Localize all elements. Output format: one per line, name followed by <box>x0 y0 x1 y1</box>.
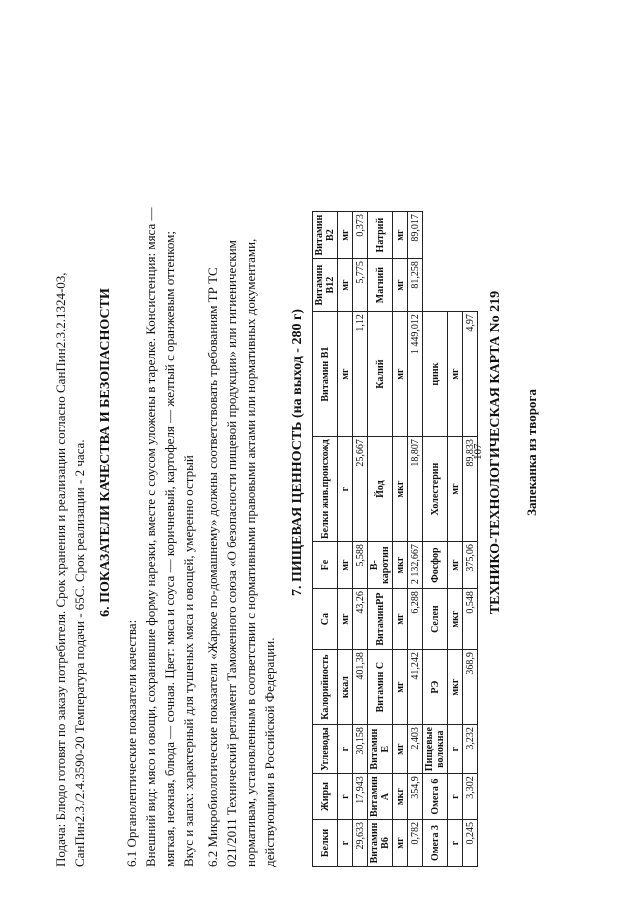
block2-header-row <box>368 212 393 867</box>
value-cell: 81,258 <box>408 259 423 312</box>
unit-cell: мкг <box>393 542 408 589</box>
header-cell: Калорийность <box>313 650 338 725</box>
micro-line-1: 6.2 Микробиологические показатели «Жаркое по-домашнему» должны соответствовать требованиям ТР ТС <box>205 267 220 867</box>
value-cell: 89,017 <box>408 212 423 259</box>
unit-cell: мкг <box>393 774 408 820</box>
value-cell: 1 449,012 <box>408 312 423 437</box>
header-cell: Углеводы <box>313 725 338 774</box>
unit-cell: г <box>448 725 463 774</box>
header-cell: Белки <box>313 820 338 867</box>
header-cell: Витамин С <box>368 650 393 725</box>
organo-title: 6.1 Органолептические показатели качества: <box>124 619 139 867</box>
value-cell: 1,12 <box>353 312 368 437</box>
value-cell: 17,943 <box>353 774 368 820</box>
section7-title: 7. ПИЩЕВАЯ ЦЕННОСТЬ (на выход - 280 г) <box>290 309 305 596</box>
value-cell: 43,26 <box>353 589 368 650</box>
value-cell: 3,302 <box>463 774 478 820</box>
header-cell: Холестерин <box>423 437 448 542</box>
header-cell: ВитаминРР <box>368 589 393 650</box>
header-cell: Витамин В6 <box>368 820 393 867</box>
unit-cell: мг <box>393 650 408 725</box>
value-cell: 2 132,667 <box>408 542 423 589</box>
header-cell: Калий <box>368 312 393 437</box>
header-cell: Омега 3 <box>423 820 448 867</box>
unit-cell: мг <box>393 212 408 259</box>
value-cell: 6,288 <box>408 589 423 650</box>
header-cell: Витамин А <box>368 774 393 820</box>
header-cell: РЭ <box>423 650 448 725</box>
value-cell: 401,38 <box>353 650 368 725</box>
value-cell: 5,775 <box>353 259 368 312</box>
block1-value-row <box>353 212 368 867</box>
unit-cell: мг <box>448 542 463 589</box>
unit-cell: мг <box>393 312 408 437</box>
unit-cell: мг <box>338 589 353 650</box>
unit-cell: мг <box>448 437 463 542</box>
serving-line-2: СанПин2.3./2.4.3590-20 Температура подачи - 65С. Срок реализации - 2 часа. <box>72 439 87 867</box>
taste-line: Вкус и запах: характерный для тушеных мяса и овощей, умеренно острый <box>181 455 196 867</box>
header-cell: Жиры <box>313 774 338 820</box>
header-cell: цинк <box>423 312 448 437</box>
unit-cell: мг <box>338 312 353 437</box>
unit-cell: г <box>448 820 463 867</box>
block1-unit-row <box>338 212 353 867</box>
block3-header-row <box>423 212 448 867</box>
value-cell: 354,9 <box>408 774 423 820</box>
value-cell: 5,588 <box>353 542 368 589</box>
next-card-subtitle: Запеканка из творога <box>524 389 539 516</box>
micro-line-3: нормативам, установленным в соответствии с нормативными правовыми актами или нормативных документами, <box>243 238 258 867</box>
header-cell: Ca <box>313 589 338 650</box>
header-cell: Белки жив.происхожд <box>313 437 338 542</box>
header-cell: Магний <box>368 259 393 312</box>
block2-unit-row <box>393 212 408 867</box>
unit-cell: г <box>448 774 463 820</box>
unit-cell: мг <box>393 259 408 312</box>
unit-cell: г <box>338 725 353 774</box>
micro-line-2: 021/2011 Технический регламент Таможенного союза «О безопасности пищевой продукции» или гигиеническим <box>224 240 239 867</box>
unit-cell: мг <box>338 259 353 312</box>
unit-cell: мг <box>338 212 353 259</box>
header-cell: Витамин В12 <box>313 259 338 312</box>
serving-line-1: Подача: Блюдо готовят по заказу потребителя. Срок хранения и реализации согласно СанПин2.3.2.1324-03, <box>53 272 68 867</box>
header-cell: Йод <box>368 437 393 542</box>
value-cell: 29,633 <box>353 820 368 867</box>
value-cell: 0,373 <box>353 212 368 259</box>
appearance-line-1: Внешний вид: мясо и овощи, сохранившие форму нарезки, вместе с соусом уложены в тарелке. Консистенция: мяса — <box>143 207 158 867</box>
unit-cell: ккал <box>338 650 353 725</box>
micro-line-4: действующими в Российской Федерации. <box>262 637 277 867</box>
appearance-line-2: мягкая, нежная, блюда — сочная. Цвет: мяса и соуса — коричневый, картофеля — желтый с оранжевым оттенком; <box>162 231 177 867</box>
header-cell: Витамин В1 <box>313 312 338 437</box>
unit-cell: мкг <box>448 650 463 725</box>
unit-cell: мг <box>393 589 408 650</box>
header-cell: Витамин В2 <box>313 212 338 259</box>
header-cell: Fe <box>313 542 338 589</box>
value-cell: 25,667 <box>353 437 368 542</box>
value-cell: 4,97 <box>463 312 478 437</box>
block1-header-row <box>313 212 338 867</box>
block3-unit-row <box>448 212 463 867</box>
section6-title: 6. ПОКАЗАТЕЛИ КАЧЕСТВА И БЕЗОПАСНОСТИ <box>98 288 113 617</box>
block3-value-row <box>463 212 478 867</box>
unit-cell: мкг <box>448 589 463 650</box>
header-cell: Омега 6 <box>423 774 448 820</box>
unit-cell: мг <box>393 820 408 867</box>
page-number: 107 <box>472 443 484 460</box>
value-cell: 18,807 <box>408 437 423 542</box>
unit-cell: г <box>338 774 353 820</box>
unit-cell: мг <box>338 542 353 589</box>
next-card-title: ТЕХНИКО-ТЕХНОЛОГИЧЕСКАЯ КАРТА No 219 <box>488 290 503 615</box>
value-cell: 41,242 <box>408 650 423 725</box>
block2-value-row <box>408 212 423 867</box>
header-cell: Натрий <box>368 212 393 259</box>
value-cell: 375,06 <box>463 542 478 589</box>
value-cell: 30,158 <box>353 725 368 774</box>
value-cell: 2,403 <box>408 725 423 774</box>
unit-cell: г <box>338 820 353 867</box>
unit-cell: мг <box>448 312 463 437</box>
value-cell: 368,9 <box>463 650 478 725</box>
value-cell: 0,245 <box>463 820 478 867</box>
value-cell: 0,782 <box>408 820 423 867</box>
value-cell: 3,232 <box>463 725 478 774</box>
value-cell: 0,548 <box>463 589 478 650</box>
unit-cell: мг <box>393 725 408 774</box>
value-cell: 89,833 <box>463 437 478 542</box>
unit-cell: г <box>338 437 353 542</box>
header-cell: Витамин Е <box>368 725 393 774</box>
nutrition-table <box>312 211 478 867</box>
header-cell: Пищевые волокна <box>423 725 448 774</box>
unit-cell: мкг <box>393 437 408 542</box>
header-cell: В-каротин <box>368 542 393 589</box>
header-cell: Фосфор <box>423 542 448 589</box>
header-cell: Селен <box>423 589 448 650</box>
